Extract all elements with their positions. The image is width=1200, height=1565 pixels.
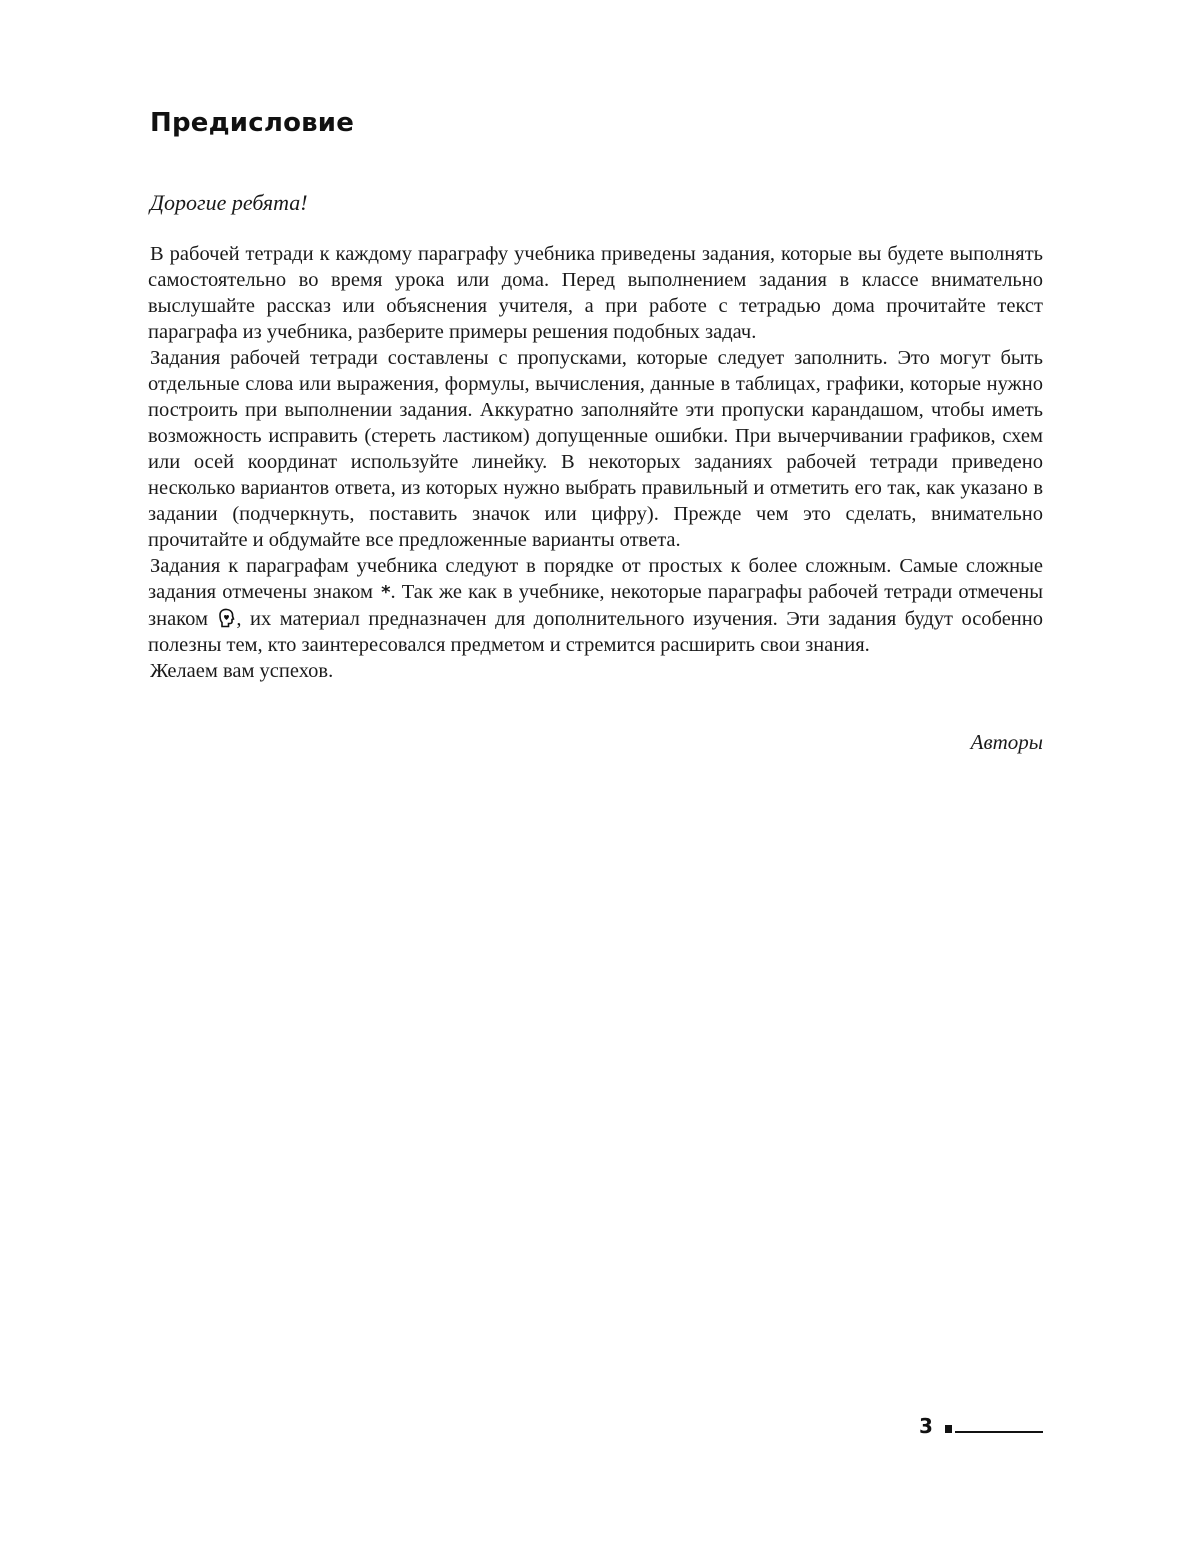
paragraph-difficulty-part1: Задания к параграфам учебника следуют в порядке от простых к более сложным. Самые сложные задания отмечены знаком [148, 555, 1043, 603]
paragraph-intro: В рабочей тетради к каждому параграфу учебника приведены задания, которые вы будете выполнять самостоятельно во время урока или дома. Перед выполнением задания в классе внимательно выслушайте рассказ или объяснения учителя, а при работе с тетрадью дома прочитайте текст параграфа из учебника, разберите примеры решения подобных задач. [148, 243, 1043, 343]
paragraph-instructions: Задания рабочей тетради составлены с пропусками, которые следует заполнить. Это могут быть отдельные слова или выражения, формулы, вычисления, данные в таблицах, графики, которые нужно построить при выполнении задания. Аккуратно заполняйте эти пропуски карандашом, чтобы иметь возможность исправить (стереть ластиком) допущенные ошибки. При вычерчивании графиков, схем или осей координат используйте линейку. В некоторых заданиях рабочей тетради приведено несколько вариантов ответа, из которых нужно выбрать правильный и отметить его так, как указано в задании (подчеркнуть, поставить значок или цифру). Прежде чем это сделать, внимательно прочитайте и обдумайте все предложенные варианты ответа. [148, 347, 1043, 551]
head-with-heart-icon [217, 608, 235, 628]
paragraph-wishes: Желаем вам успехов. [150, 660, 334, 682]
preface-body [148, 241, 1043, 684]
page-number-rule [955, 1431, 1043, 1433]
page-number-square-mark [945, 1425, 952, 1433]
salutation: Дорогие ребята! [150, 190, 308, 215]
signature-authors: Авторы [970, 730, 1043, 754]
star-marker: * [381, 582, 391, 603]
paragraph-difficulty-part3: , их материал предназначен для дополнительного изучения. Эти задания будут особенно полезны тем, кто заинтересовался предметом и стремится расширить свои знания. [148, 608, 1044, 656]
page-title: Предисловие [150, 108, 355, 138]
paragraph-difficulty [148, 553, 1043, 658]
paragraph-difficulty-part2: . Так же как в учебнике, некоторые параграфы рабочей тетради отмечены знаком [148, 581, 1043, 630]
page-number: 3 [919, 1414, 933, 1438]
